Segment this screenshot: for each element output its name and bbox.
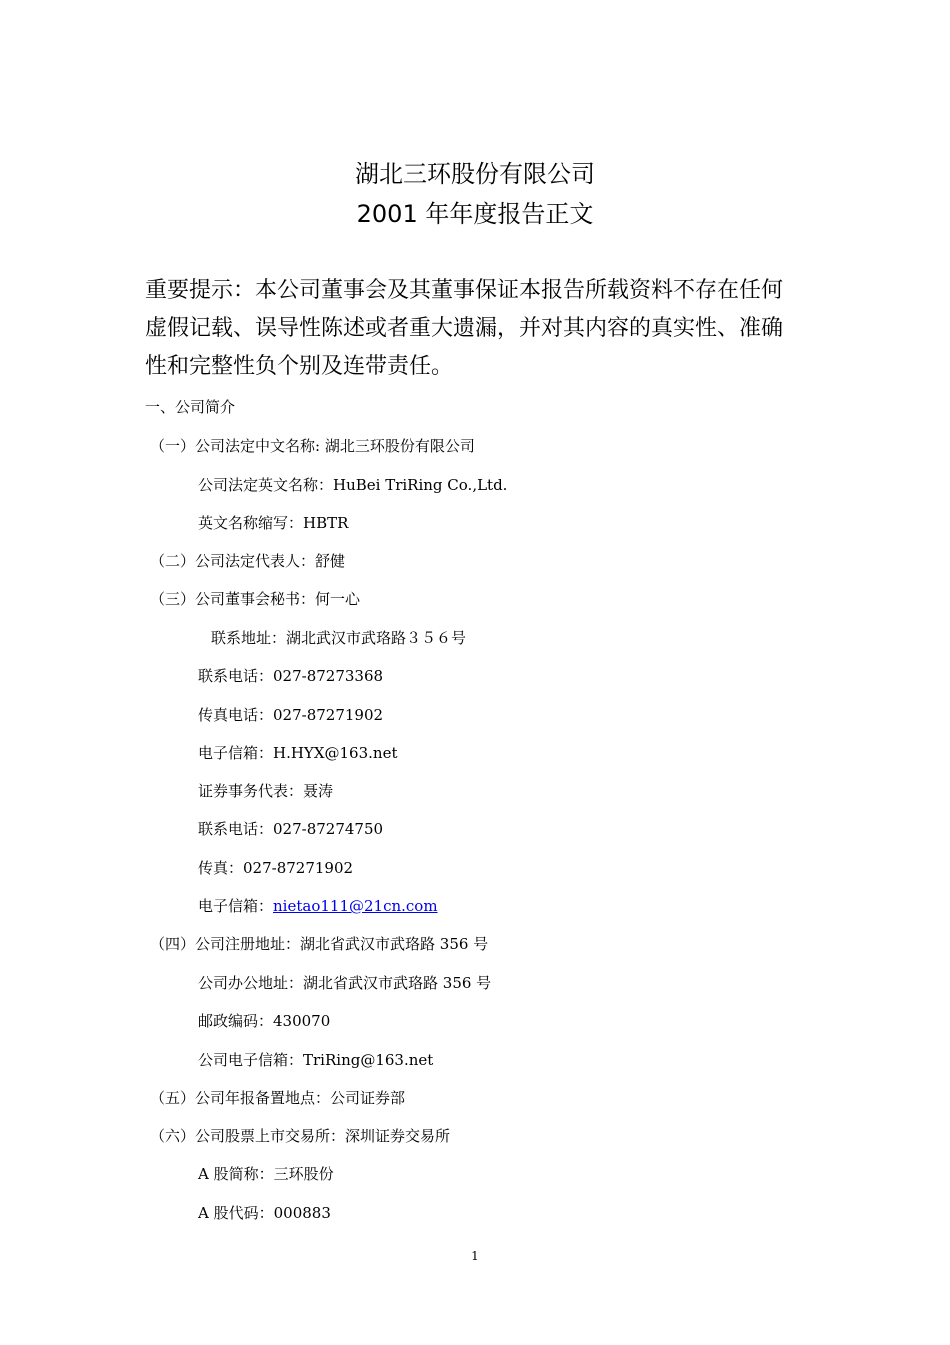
report-title: 2001 年年度报告正文 — [356, 200, 594, 228]
secretary-fax: 传真电话：027-87271902 — [198, 706, 384, 724]
section-heading-company-profile: 一、公司简介 — [145, 398, 236, 416]
company-title: 湖北三环股份有限公司 — [355, 160, 595, 188]
important-notice-line-3: 性和完整性负个别及连带责任。 — [145, 354, 454, 379]
representative-phone: 联系电话：027-87274750 — [198, 820, 384, 838]
secretary-email: 电子信箱：H.HYX@163.net — [198, 744, 398, 762]
stock-exchange: （六）公司股票上市交易所：深圳证券交易所 — [150, 1127, 451, 1145]
secretary-address: 联系地址：湖北武汉市武珞路３５６号 — [211, 629, 467, 647]
office-address: 公司办公地址：湖北省武汉市武珞路 356 号 — [198, 974, 492, 992]
company-english-abbreviation: 英文名称缩写：HBTR — [198, 514, 349, 532]
a-share-code: A 股代码：000883 — [198, 1204, 331, 1222]
legal-representative: （二）公司法定代表人：舒健 — [150, 552, 346, 570]
representative-email-link[interactable]: nietao111@21cn.com — [273, 897, 438, 915]
a-share-abbreviation: A 股简称：三环股份 — [198, 1165, 334, 1183]
important-notice-line-1: 重要提示：本公司董事会及其董事保证本报告所载资料不存在任何 — [145, 278, 784, 303]
page-number: 1 — [471, 1249, 479, 1263]
securities-representative: 证券事务代表：聂涛 — [198, 782, 334, 800]
postal-code: 邮政编码：430070 — [198, 1012, 331, 1030]
secretary-phone: 联系电话：027-87273368 — [198, 667, 384, 685]
representative-email-label: 电子信箱： — [198, 897, 274, 915]
company-email: 公司电子信箱：TriRing@163.net — [198, 1051, 434, 1069]
representative-email-row — [198, 895, 438, 917]
company-english-name: 公司法定英文名称：HuBei TriRing Co.,Ltd. — [198, 476, 508, 494]
registered-address: （四）公司注册地址：湖北省武汉市武珞路 356 号 — [150, 935, 489, 953]
company-chinese-name: （一）公司法定中文名称: 湖北三环股份有限公司 — [150, 437, 475, 455]
board-secretary: （三）公司董事会秘书：何一心 — [150, 590, 361, 608]
representative-fax: 传真：027-87271902 — [198, 859, 354, 877]
annual-report-location: （五）公司年报备置地点：公司证券部 — [150, 1089, 406, 1107]
important-notice-line-2: 虚假记载、误导性陈述或者重大遗漏，并对其内容的真实性、准确 — [145, 316, 784, 341]
